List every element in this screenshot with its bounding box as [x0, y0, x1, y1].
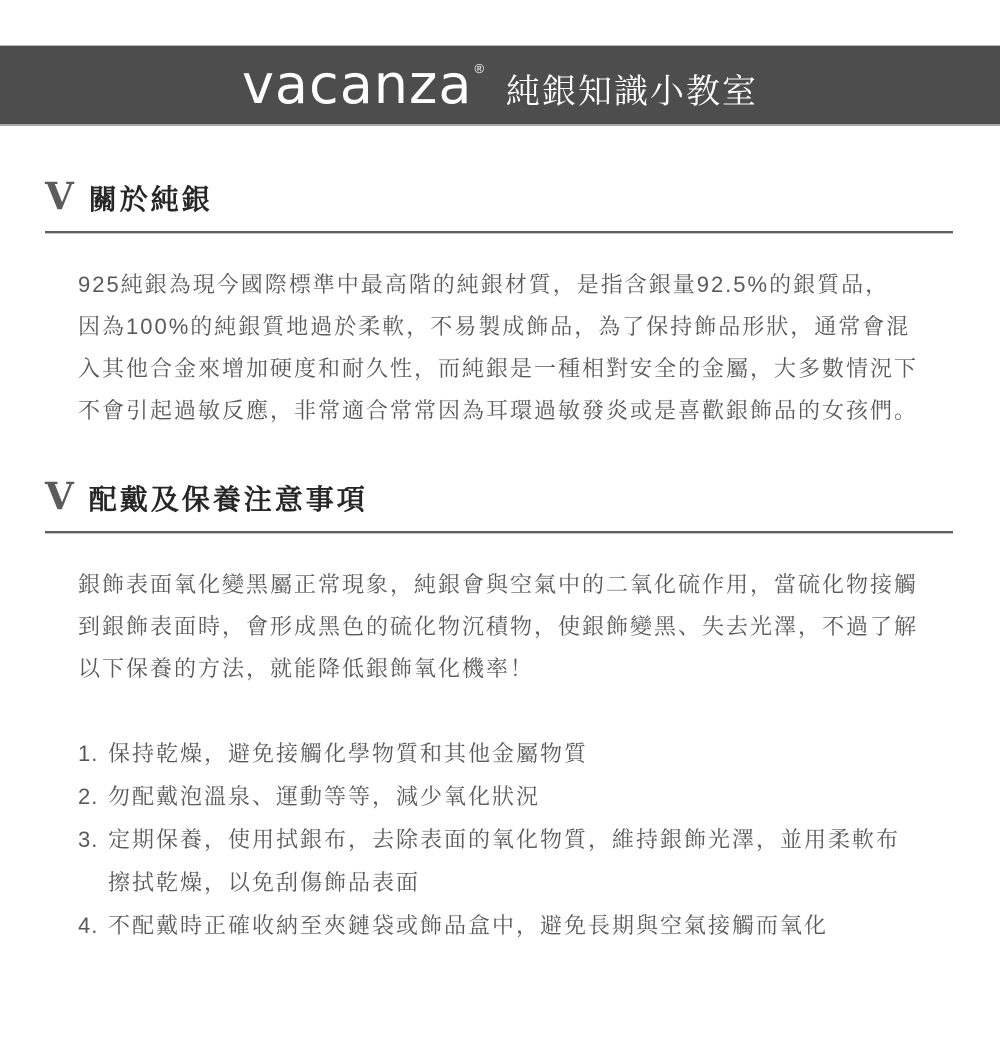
list-item-line: 不配戴時正確收納至夾鏈袋或飾品盒中，避免長期與空氣接觸而氧化 — [108, 913, 829, 938]
about-silver-paragraph — [78, 264, 955, 432]
list-item-text — [108, 904, 828, 947]
brand-logo-text: vacanza — [241, 53, 473, 116]
section-divider — [45, 531, 953, 534]
list-item — [78, 904, 955, 947]
banner-title: 純銀知識小教室 — [506, 72, 759, 111]
section-heading-care-instructions — [45, 474, 955, 518]
list-item-number: 3. — [78, 827, 99, 852]
section-title: 關於純銀 — [88, 184, 213, 215]
list-item — [78, 818, 955, 904]
paragraph-line: 到銀飾表面時，會形成黑色的硫化物沉積物，使銀飾變黑、失去光澤，不過了解 — [78, 614, 919, 639]
section-heading-about-silver — [45, 174, 955, 218]
list-item-line: 保持乾燥，避免接觸化學物質和其他金屬物質 — [108, 741, 589, 766]
care-instructions-list — [78, 732, 955, 947]
brand-logo — [241, 53, 485, 116]
section-title: 配戴及保養注意事項 — [88, 484, 368, 515]
list-item-text — [108, 732, 588, 775]
page-content — [0, 174, 1000, 947]
list-item-number: 4. — [78, 913, 99, 938]
list-item-number: 2. — [78, 784, 99, 809]
list-item-text — [108, 775, 540, 818]
header-banner — [0, 45, 1000, 126]
paragraph-line: 925純銀為現今國際標準中最高階的純銀材質，是指含銀量92.5%的銀質品， — [78, 272, 890, 297]
registered-trademark-icon: ® — [474, 61, 485, 76]
care-intro-paragraph — [78, 564, 955, 690]
section-divider — [45, 231, 953, 234]
paragraph-line: 因為100%的純銀質地過於柔軟，不易製成飾品，為了保持飾品形狀，通常會混 — [78, 314, 911, 339]
brand-v-mark-icon: V — [45, 474, 74, 518]
paragraph-line: 不會引起過敏反應，非常適合常常因為耳環過敏發炎或是喜歡銀飾品的女孩們。 — [78, 398, 919, 423]
list-item-line: 擦拭乾燥，以免刮傷飾品表面 — [108, 870, 421, 895]
list-item — [78, 732, 955, 775]
list-item-line: 定期保養，使用拭銀布，去除表面的氧化物質，維持銀飾光澤，並用柔軟布 — [108, 827, 901, 852]
paragraph-line: 入其他合金來增加硬度和耐久性，而純銀是一種相對安全的金屬，大多數情況下 — [78, 356, 919, 381]
brand-v-mark-icon: V — [45, 174, 74, 218]
list-item-number: 1. — [78, 741, 99, 766]
paragraph-line: 銀飾表面氧化變黑屬正常現象，純銀會與空氣中的二氧化硫作用，當硫化物接觸 — [78, 572, 919, 597]
paragraph-line: 以下保養的方法，就能降低銀飾氧化機率！ — [78, 656, 535, 681]
list-item-line: 勿配戴泡溫泉、運動等等，減少氧化狀況 — [108, 784, 541, 809]
list-item — [78, 775, 955, 818]
list-item-text — [108, 818, 900, 904]
